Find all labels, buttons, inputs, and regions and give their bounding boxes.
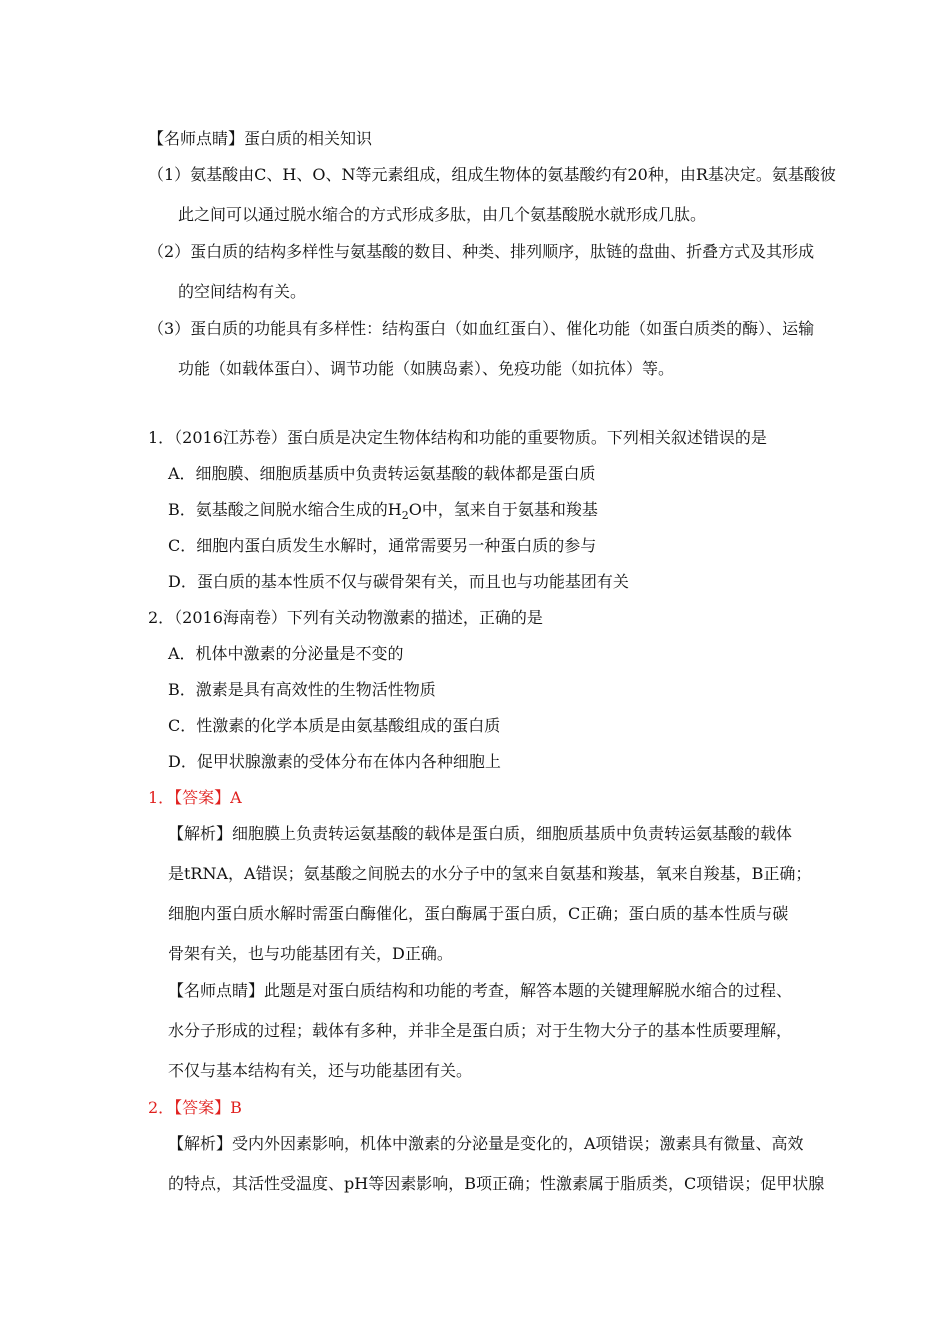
- answer-2-explanation-line-2: 的特点，其活性受温度、pH等因素影响，B项正确；性激素属于脂质类，C项错误；促甲状腺: [168, 1174, 825, 1193]
- answer-1-tip-line-3: 不仅与基本结构有关，还与功能基团有关。: [168, 1061, 473, 1080]
- question-2-stem: 2．（2016海南卷）下列有关动物激素的描述，正确的是: [148, 608, 543, 627]
- answer-1-explanation-line-3: 细胞内蛋白质水解时需蛋白酶催化，蛋白酶属于蛋白质，C正确；蛋白质的基本性质与碳: [168, 904, 789, 923]
- tips-point-2-line-1: （2）蛋白质的结构多样性与氨基酸的数目、种类、排列顺序，肽链的盘曲、折叠方式及其形成: [148, 242, 815, 261]
- question-2-option-c: C．性激素的化学本质是由氨基酸组成的蛋白质: [168, 716, 501, 735]
- question-2-option-d: D．促甲状腺激素的受体分布在体内各种细胞上: [168, 752, 501, 771]
- subscript-2: 2: [401, 509, 409, 523]
- tips-point-1-line-1: （1）氨基酸由C、H、O、N等元素组成，组成生物体的氨基酸约有20种，由R基决定。氨基酸彼: [148, 165, 836, 184]
- answer-2-label: 2．【答案】B: [148, 1098, 242, 1117]
- tips-title: 【名师点睛】蛋白质的相关知识: [148, 129, 373, 148]
- answer-2-explanation-line-1: 【解析】受内外因素影响，机体中激素的分泌量是变化的，A项错误；激素具有微量、高效: [168, 1134, 804, 1153]
- tips-point-2-line-2: 的空间结构有关。: [178, 282, 307, 301]
- question-1-option-c: C．细胞内蛋白质发生水解时，通常需要另一种蛋白质的参与: [168, 536, 597, 555]
- tips-point-1-line-2: 此之间可以通过脱水缩合的方式形成多肽，由几个氨基酸脱水就形成几肽。: [178, 205, 707, 224]
- tips-point-3-line-2: 功能（如载体蛋白）、调节功能（如胰岛素）、免疫功能（如抗体）等。: [178, 359, 675, 378]
- answer-1-tip-line-1: 【名师点睛】此题是对蛋白质结构和功能的考查，解答本题的关键理解脱水缩合的过程、: [168, 981, 793, 1000]
- question-1-option-b: [168, 500, 598, 523]
- question-1-option-d: D．蛋白质的基本性质不仅与碳骨架有关，而且也与功能基团有关: [168, 572, 629, 591]
- question-2-option-b: B．激素是具有高效性的生物活性物质: [168, 680, 436, 699]
- option-b-text-post: O中，氢来自于氨基和羧基: [408, 500, 598, 519]
- answer-1-explanation-line-1: 【解析】细胞膜上负责转运氨基酸的载体是蛋白质，细胞质基质中负责转运氨基酸的载体: [168, 824, 793, 843]
- option-b-text-pre: B．氨基酸之间脱水缩合生成的H: [168, 500, 402, 519]
- question-1-option-a: A．细胞膜、细胞质基质中负责转运氨基酸的载体都是蛋白质: [168, 464, 596, 483]
- question-2-option-a: A．机体中激素的分泌量是不变的: [168, 644, 404, 663]
- answer-1-explanation-line-4: 骨架有关，也与功能基团有关，D正确。: [168, 944, 453, 963]
- answer-1-tip-line-2: 水分子形成的过程；载体有多种，并非全是蛋白质；对于生物大分子的基本性质要理解，: [168, 1021, 793, 1040]
- tips-point-3-line-1: （3）蛋白质的功能具有多样性：结构蛋白（如血红蛋白）、催化功能（如蛋白质类的酶）、运输: [148, 319, 815, 338]
- answer-1-explanation-line-2: 是tRNA，A错误；氨基酸之间脱去的水分子中的氢来自氨基和羧基，氧来自羧基，B正确；: [168, 864, 812, 883]
- question-1-stem: 1．（2016江苏卷）蛋白质是决定生物体结构和功能的重要物质。下列相关叙述错误的是: [148, 428, 767, 447]
- answer-1-label: 1．【答案】A: [148, 788, 242, 807]
